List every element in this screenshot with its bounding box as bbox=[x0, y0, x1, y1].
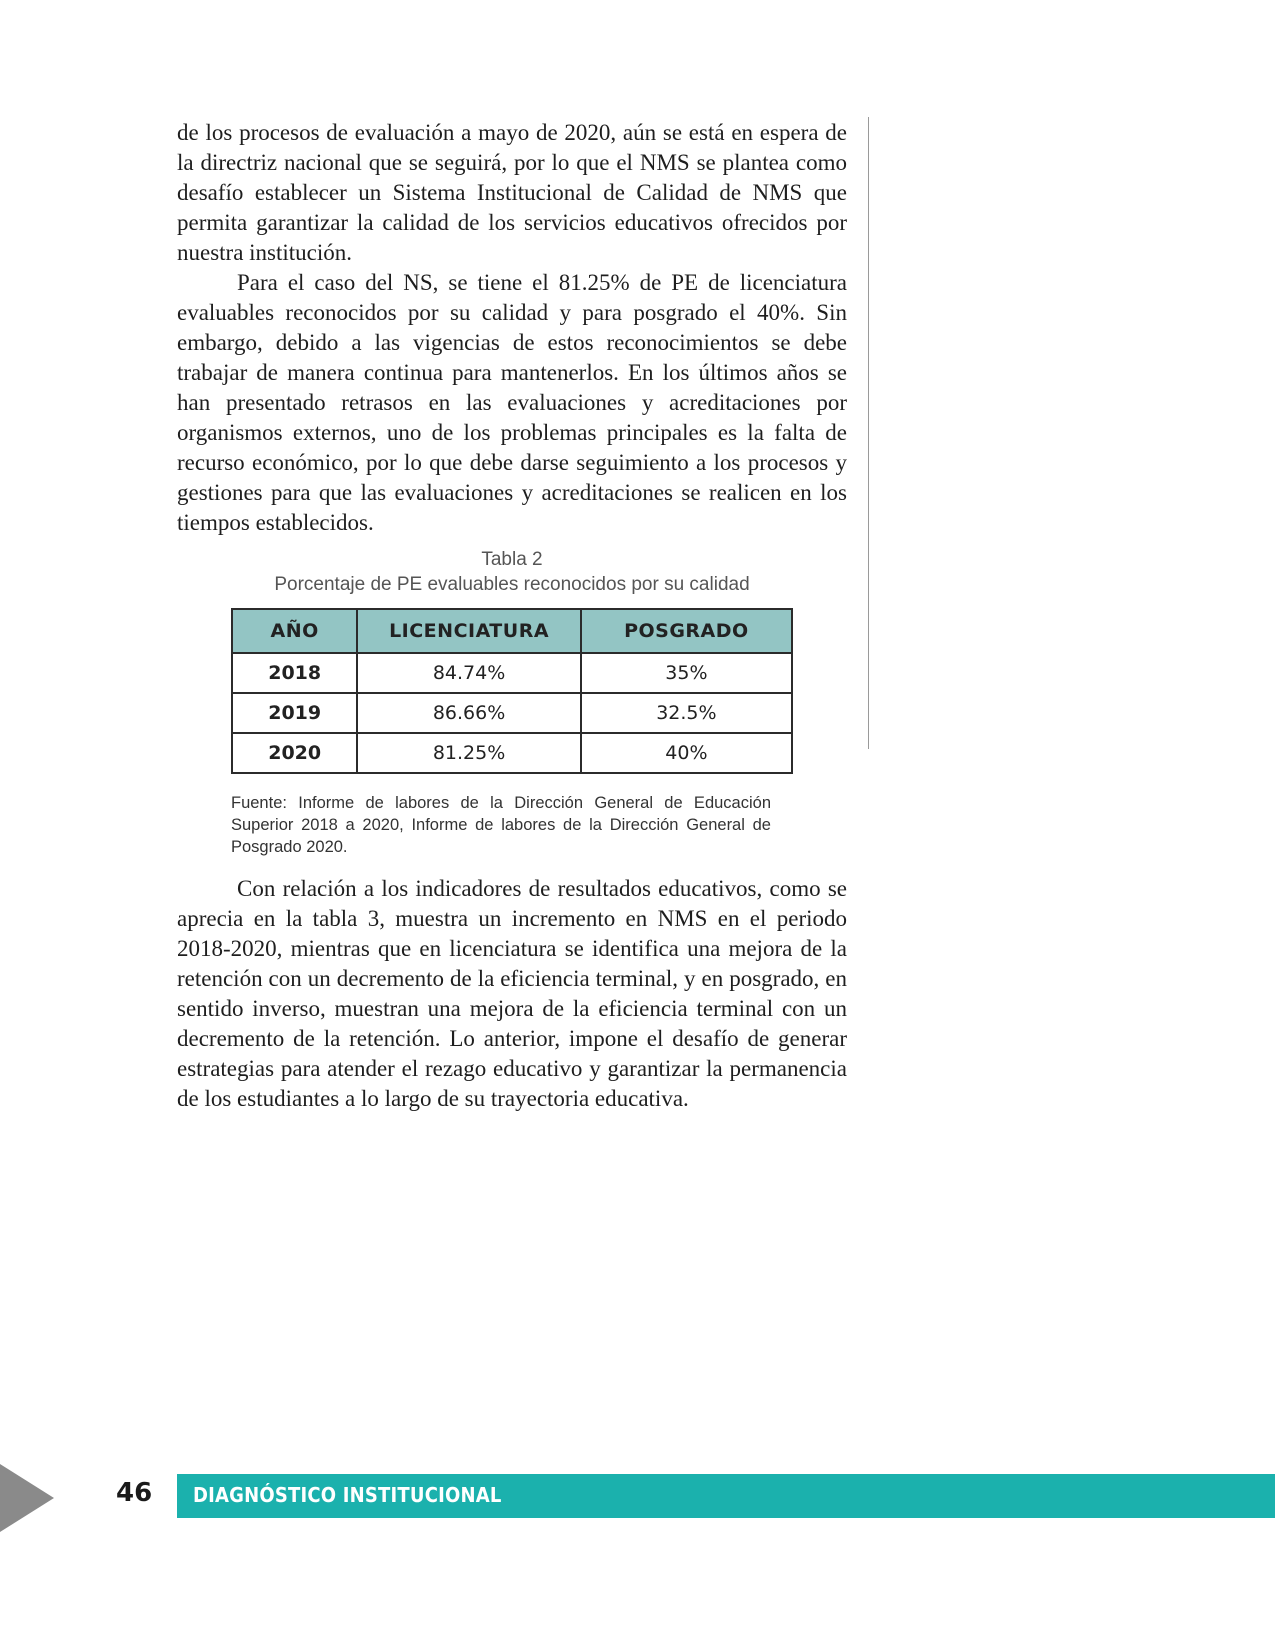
header-year: AÑO bbox=[232, 609, 357, 653]
footer-band bbox=[177, 1474, 1275, 1518]
cell-posgrado: 35% bbox=[581, 653, 792, 693]
cell-year: 2019 bbox=[232, 693, 357, 733]
table-row bbox=[232, 653, 792, 693]
table-header-row bbox=[232, 609, 792, 653]
section-title: DIAGNÓSTICO INSTITUCIONAL bbox=[193, 1483, 502, 1507]
table-source: Fuente: Informe de labores de la Dirección General de Educación Superior 2018 a 2020, Informe de labores de la Dirección General de Posgrado 2020. bbox=[231, 794, 771, 856]
header-licenciatura: LICENCIATURA bbox=[357, 609, 580, 653]
cell-posgrado: 40% bbox=[581, 733, 792, 773]
cell-licenciatura: 81.25% bbox=[357, 733, 580, 773]
body-paragraph-2: Para el caso del NS, se tiene el 81.25% de PE de licenciatura evaluables reconocidos por su calidad y para posgrado el 40%. Sin embargo, debido a las vigencias de estos reconocimientos se debe trabajar de manera continua para mantenerlos. En los últimos años se han presentado retrasos en las evaluaciones y acreditaciones por organismos externos, uno de los problemas principales es la falta de recurso económico, por lo que debe darse seguimiento a los procesos y gestiones para que las evaluaciones y acreditaciones se realicen en los tiempos establecidos. bbox=[177, 270, 847, 535]
table-title: Porcentaje de PE evaluables reconocidos por su calidad bbox=[274, 574, 750, 595]
table-number: Tabla 2 bbox=[481, 549, 543, 570]
header-posgrado: POSGRADO bbox=[581, 609, 792, 653]
table-row bbox=[232, 693, 792, 733]
cell-licenciatura: 86.66% bbox=[357, 693, 580, 733]
cell-year: 2020 bbox=[232, 733, 357, 773]
table-row bbox=[232, 733, 792, 773]
body-paragraph-1: de los procesos de evaluación a mayo de 2020, aún se está en espera de la directriz nacional que se seguirá, por lo que el NMS se plantea como desafío establecer un Sistema Institucional de Calidad de NMS que permita garantizar la calidad de los servicios educativos ofrecidos por nuestra institución. bbox=[177, 120, 847, 265]
cell-year: 2018 bbox=[232, 653, 357, 693]
cell-posgrado: 32.5% bbox=[581, 693, 792, 733]
page-arrow-icon bbox=[0, 1464, 54, 1532]
cell-licenciatura: 84.74% bbox=[357, 653, 580, 693]
body-paragraph-3: Con relación a los indicadores de resultados educativos, como se aprecia en la tabla 3, muestra un incremento en NMS en el periodo 2018-2020, mientras que en licenciatura se identifica una mejora de la retención con un decremento de la eficiencia terminal, y en posgrado, en sentido inverso, muestran una mejora de la eficiencia terminal con un decremento de la retención. Lo anterior, impone el desafío de generar estrategias para atender el rezago educativo y garantizar la permanencia de los estudiantes a lo largo de su trayectoria educativa. bbox=[177, 876, 847, 1111]
page-number: 46 bbox=[116, 1478, 153, 1508]
column-rule bbox=[868, 117, 869, 749]
quality-table bbox=[231, 608, 793, 774]
